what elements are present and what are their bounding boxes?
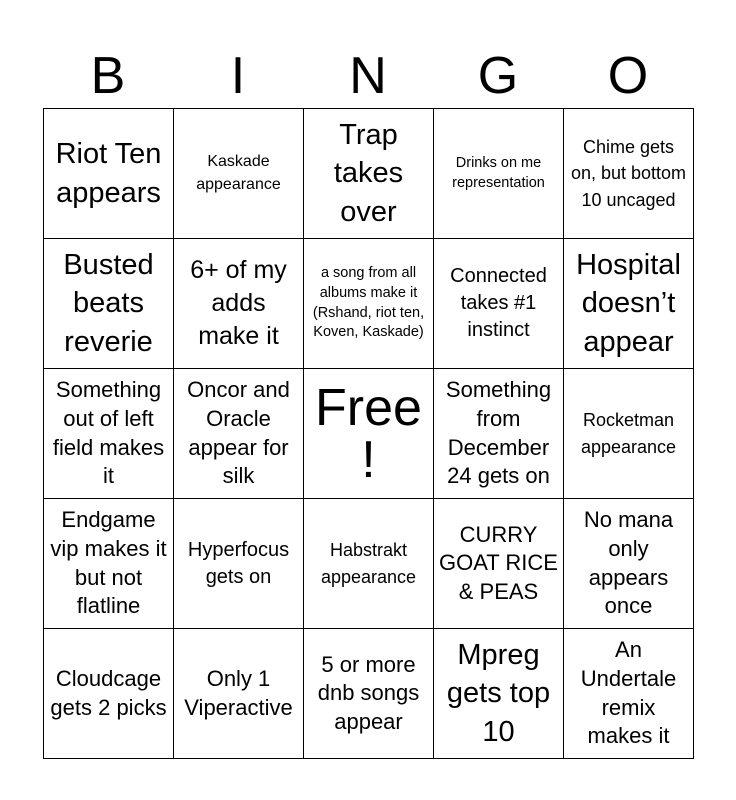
bingo-cell[interactable]: Rocketman appearance (564, 369, 694, 499)
bingo-cell[interactable]: Only 1 Viperactive (174, 629, 304, 759)
bingo-cell[interactable]: Busted beats reverie (44, 239, 174, 369)
bingo-cell[interactable]: Endgame vip makes it but not flatline (44, 499, 174, 629)
bingo-row (44, 369, 694, 499)
bingo-cell[interactable]: Cloudcage gets 2 picks (44, 629, 174, 759)
bingo-cell[interactable]: 5 or more dnb songs appear (304, 629, 434, 759)
bingo-header (43, 44, 693, 108)
bingo-row (44, 239, 694, 369)
header-letter-g: G (477, 47, 519, 105)
header-letter-n: N (349, 47, 387, 105)
header-letter-b: B (90, 47, 126, 105)
bingo-cell[interactable]: Chime gets on, but bottom 10 uncaged (564, 109, 694, 239)
bingo-cell[interactable]: Trap takes over (304, 109, 434, 239)
free-space[interactable]: Free! (304, 369, 434, 499)
bingo-cell[interactable]: Oncor and Oracle appear for silk (174, 369, 304, 499)
bingo-row (44, 109, 694, 239)
bingo-cell[interactable]: Kaskade appearance (174, 109, 304, 239)
bingo-cell[interactable]: CURRY GOAT RICE & PEAS (434, 499, 564, 629)
bingo-row (44, 629, 694, 759)
bingo-cell[interactable]: Something from December 24 gets on (434, 369, 564, 499)
bingo-card (43, 108, 694, 759)
bingo-cell[interactable]: Something out of left field makes it (44, 369, 174, 499)
bingo-row (44, 499, 694, 629)
bingo-cell[interactable]: Riot Ten appears (44, 109, 174, 239)
bingo-cell[interactable]: Mpreg gets top 10 (434, 629, 564, 759)
header-letter-i: I (230, 47, 246, 105)
header-letter-o: O (607, 47, 649, 105)
bingo-cell[interactable]: a song from all albums make it (Rshand, riot ten, Koven, Kaskade) (304, 239, 434, 369)
bingo-cell[interactable]: No mana only appears once (564, 499, 694, 629)
bingo-cell[interactable]: Hospital doesn’t appear (564, 239, 694, 369)
bingo-cell[interactable]: Habstrakt appearance (304, 499, 434, 629)
bingo-cell[interactable]: Connected takes #1 instinct (434, 239, 564, 369)
bingo-cell[interactable]: Hyperfocus gets on (174, 499, 304, 629)
bingo-cell[interactable]: Drinks on me representation (434, 109, 564, 239)
bingo-cell[interactable]: 6+ of my adds make it (174, 239, 304, 369)
bingo-cell[interactable]: An Undertale remix makes it (564, 629, 694, 759)
